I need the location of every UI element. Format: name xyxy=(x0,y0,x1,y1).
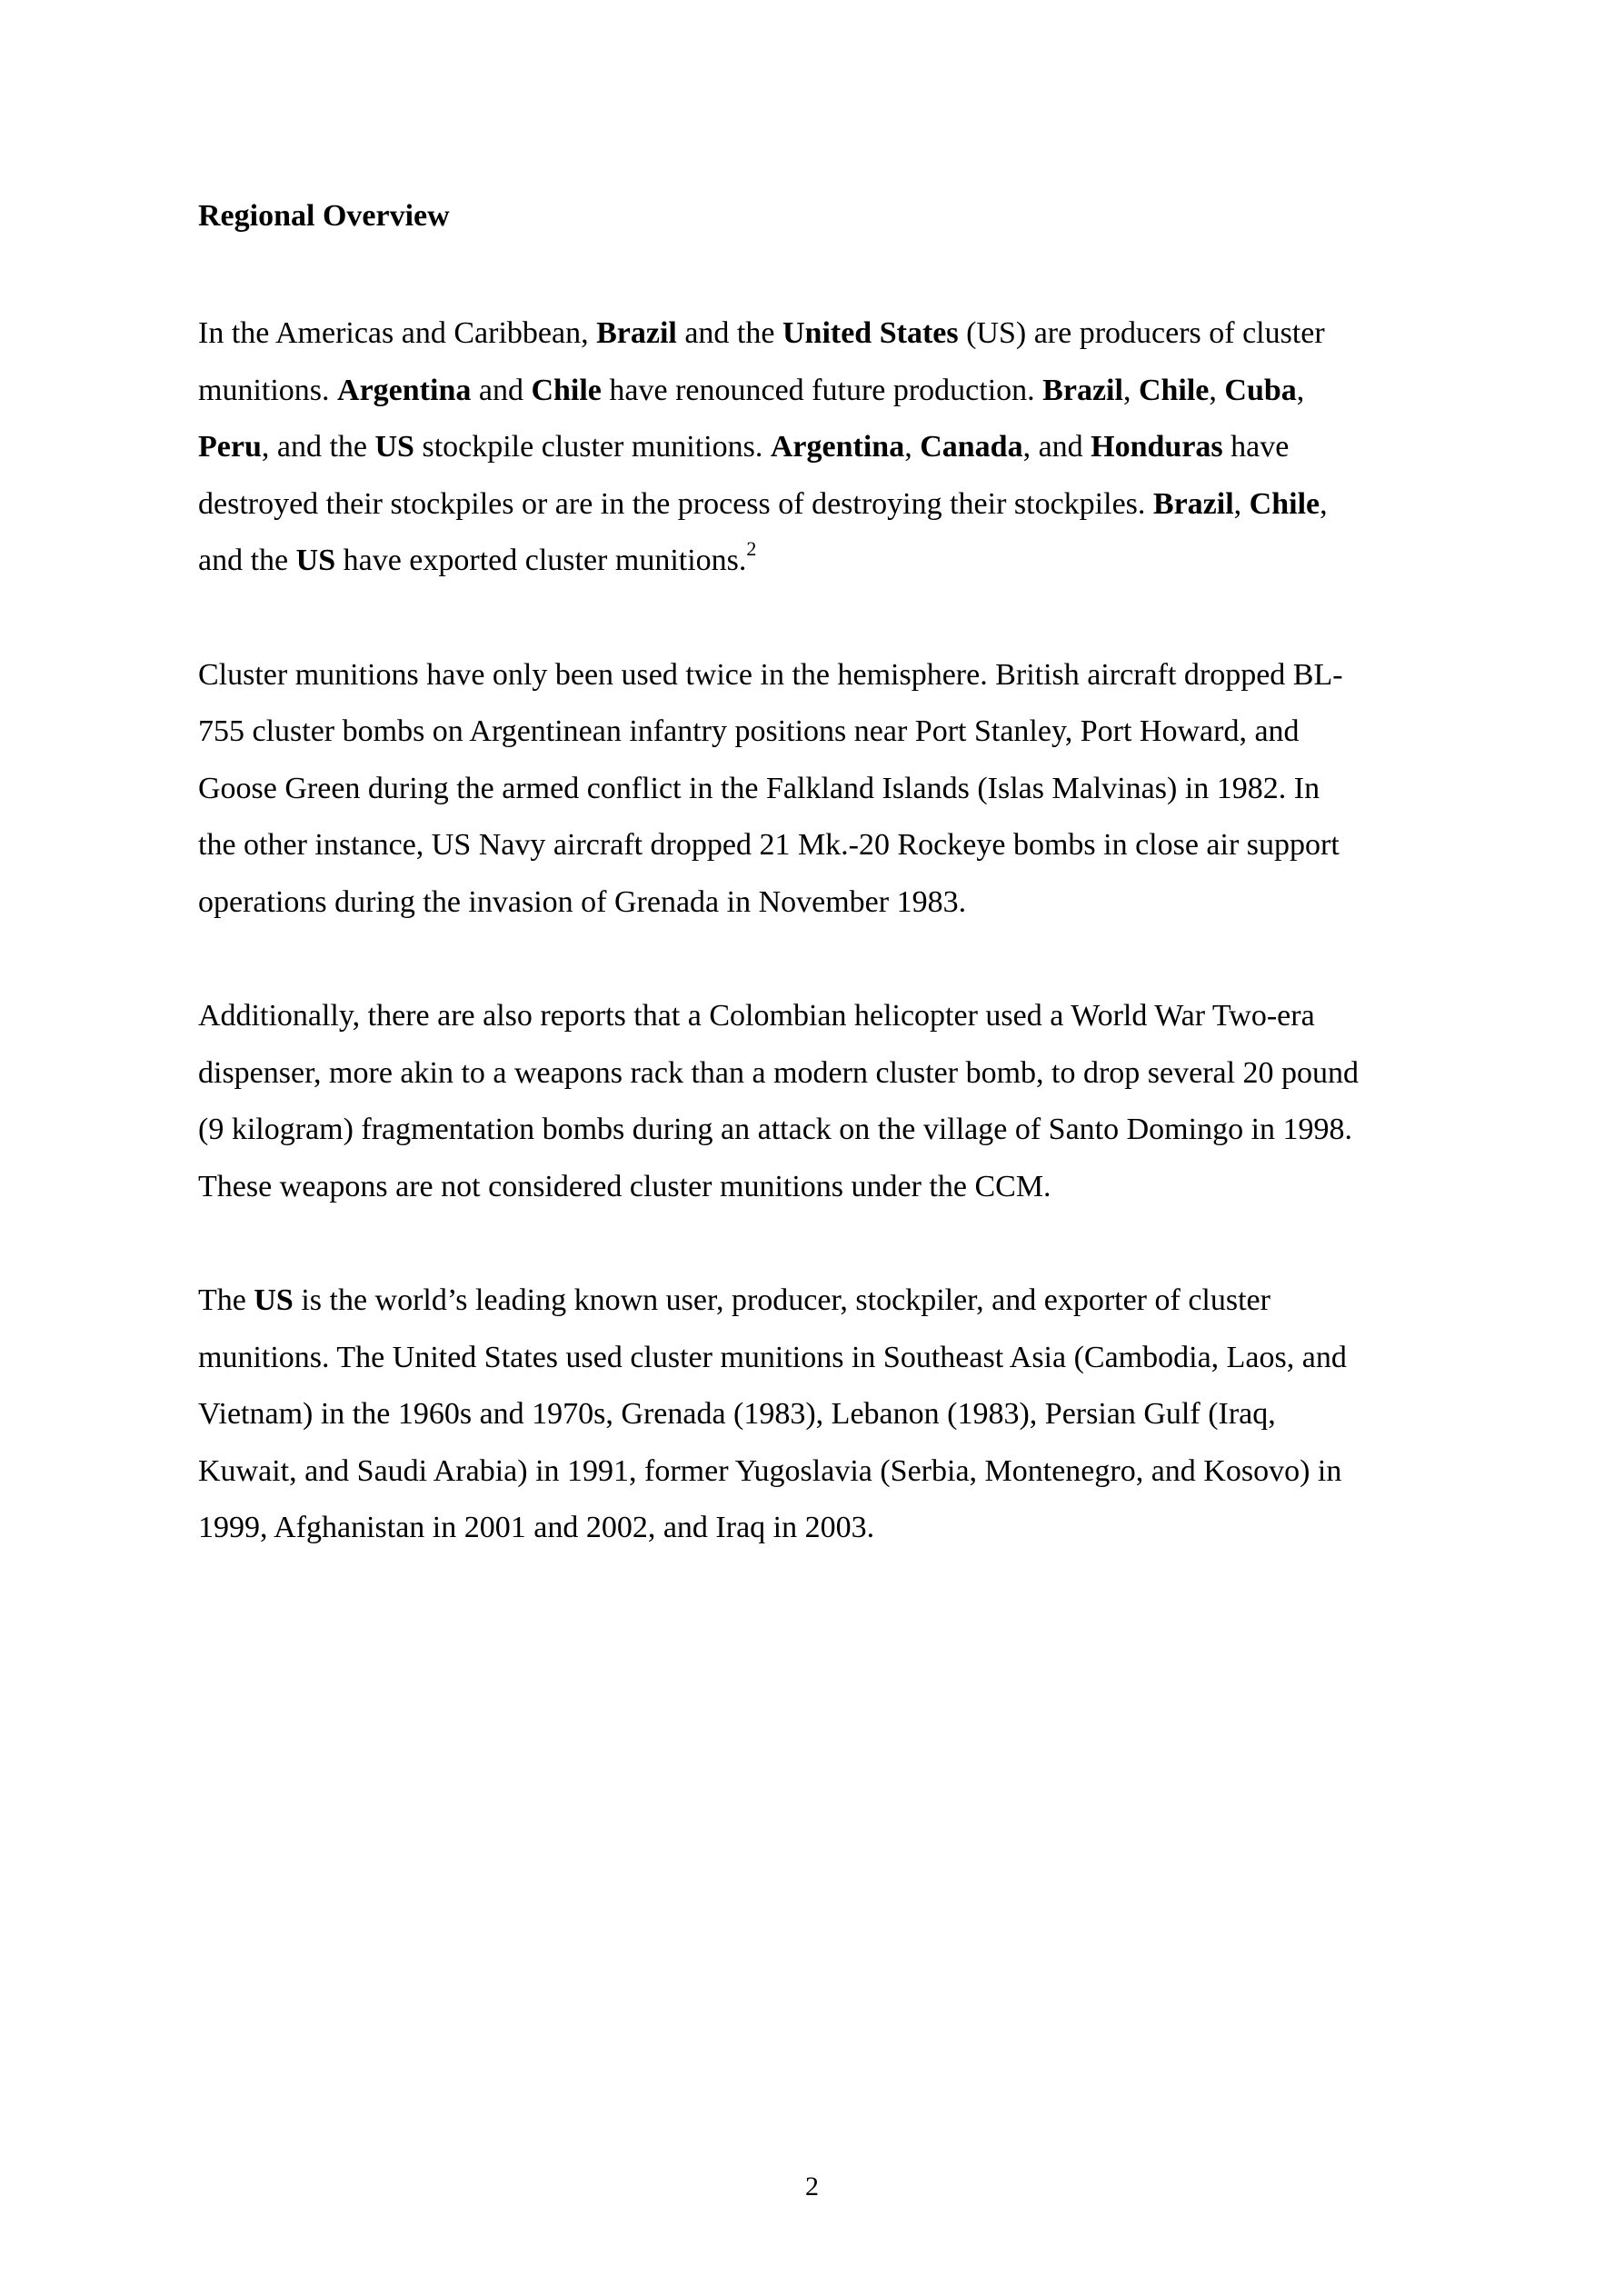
text-run: munitions. The United States used cluster munitions in Southeast Asia (Cambodia, Laos, and xyxy=(198,1340,1347,1374)
page-number: 2 xyxy=(805,2171,819,2201)
bold-text: Brazil xyxy=(1042,373,1123,407)
bold-text: Chile xyxy=(1138,373,1210,407)
text-line xyxy=(198,1443,1443,1501)
text-run: munitions. xyxy=(198,373,338,407)
text-line xyxy=(198,363,1443,420)
text-run: These weapons are not considered cluster munitions under the CCM. xyxy=(198,1169,1051,1203)
paragraph xyxy=(198,305,1443,590)
bold-text: Cuba xyxy=(1224,373,1297,407)
text-run: operations during the invasion of Grenada in November 1983. xyxy=(198,884,967,919)
bold-text: Brazil xyxy=(1152,486,1234,521)
bold-text: Peru xyxy=(198,430,262,464)
text-run: Additionally, there are also reports that a Colombian helicopter used a World War Two-era xyxy=(198,999,1315,1033)
text-run: have exported cluster munitions. xyxy=(335,544,747,578)
footnote-reference: 2 xyxy=(746,537,757,561)
bold-text: Honduras xyxy=(1091,430,1223,464)
text-run: 1999, Afghanistan in 2001 and 2002, and Iraq in 2003. xyxy=(198,1511,875,1545)
text-run: Kuwait, and Saudi Arabia) in 1991, former Yugoslavia (Serbia, Montenegro, and Kosovo) in xyxy=(198,1453,1342,1488)
section-heading: Regional Overview xyxy=(198,199,450,233)
text-line xyxy=(198,476,1443,534)
text-run: and the xyxy=(676,316,782,350)
text-line xyxy=(198,305,1443,363)
text-run: , xyxy=(1320,486,1328,521)
bold-text: Brazil xyxy=(596,316,677,350)
text-line xyxy=(198,1330,1443,1387)
bold-text: US xyxy=(254,1283,294,1318)
text-run: and xyxy=(471,373,532,407)
text-run: , xyxy=(904,430,921,464)
bold-text: Chile xyxy=(531,373,602,407)
text-run: have renounced future production. xyxy=(601,373,1043,407)
bold-text: US xyxy=(295,544,336,578)
text-run: The xyxy=(198,1283,254,1318)
paragraph xyxy=(198,1273,1443,1557)
text-run: , and the xyxy=(261,430,375,464)
bold-text: Argentina xyxy=(770,430,905,464)
text-run: Goose Green during the armed conflict in the Falkland Islands (Islas Malvinas) in 1982. In xyxy=(198,771,1320,805)
text-run: stockpile cluster munitions. xyxy=(413,430,771,464)
text-run: , xyxy=(1296,373,1305,407)
text-run: , xyxy=(1233,486,1250,521)
text-line xyxy=(198,1386,1443,1443)
text-line xyxy=(198,704,1443,761)
text-run: is the world’s leading known user, producer, stockpiler, and exporter of cluster xyxy=(293,1283,1270,1318)
text-line xyxy=(198,647,1443,704)
text-run: , xyxy=(1122,373,1139,407)
text-run: have xyxy=(1222,430,1290,464)
text-run: , and xyxy=(1022,430,1091,464)
text-run: 755 cluster bombs on Argentinean infantry positions near Port Stanley, Port Howard, and xyxy=(198,714,1300,749)
bold-text: Argentina xyxy=(337,373,472,407)
page-content xyxy=(198,193,1443,1614)
text-line xyxy=(198,1273,1443,1330)
text-line xyxy=(198,419,1443,476)
text-run: Cluster munitions have only been used twice in the hemisphere. British aircraft dropped BL- xyxy=(198,657,1343,692)
text-run: Vietnam) in the 1960s and 1970s, Grenada (1983), Lebanon (1983), Persian Gulf (Iraq, xyxy=(198,1397,1276,1432)
text-run: (9 kilogram) fragmentation bombs during an attack on the village of Santo Domingo in 1998. xyxy=(198,1113,1353,1147)
text-line xyxy=(198,817,1443,874)
paragraph xyxy=(198,988,1443,1215)
text-run: destroyed their stockpiles or are in the process of destroying their stockpiles. xyxy=(198,486,1153,521)
text-line xyxy=(198,988,1443,1045)
text-line xyxy=(198,1500,1443,1557)
paragraph xyxy=(198,647,1443,932)
text-run: and the xyxy=(198,544,296,578)
text-run: the other instance, US Navy aircraft dropped 21 Mk.-20 Rockeye bombs in close air support xyxy=(198,828,1340,863)
bold-text: Chile xyxy=(1249,486,1320,521)
text-run: dispenser, more akin to a weapons rack than a modern cluster bomb, to drop several 20 pound xyxy=(198,1055,1360,1090)
bold-text: US xyxy=(374,430,414,464)
text-line xyxy=(198,874,1443,932)
text-line xyxy=(198,533,1443,590)
text-line xyxy=(198,761,1443,818)
text-run: In the Americas and Caribbean, xyxy=(198,316,597,350)
bold-text: United States xyxy=(782,316,959,350)
bold-text: Canada xyxy=(920,430,1023,464)
text-line xyxy=(198,1102,1443,1159)
text-line xyxy=(198,1159,1443,1216)
text-run: (US) are producers of cluster xyxy=(958,316,1325,350)
text-line xyxy=(198,1045,1443,1103)
text-run: , xyxy=(1209,373,1225,407)
body-text xyxy=(198,305,1443,1557)
